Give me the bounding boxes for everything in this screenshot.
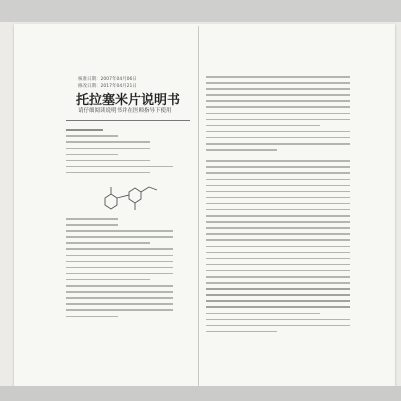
approval-date: 核准日期：2007年04月06日	[78, 77, 137, 82]
document-title: 托拉塞米片说明书	[76, 93, 181, 108]
left-column-body	[66, 218, 190, 322]
table-shadow	[0, 0, 401, 22]
chemical-structure	[95, 178, 167, 218]
paper-fold-line	[198, 26, 199, 386]
right-column-text	[206, 76, 374, 337]
table-surface	[0, 386, 401, 401]
left-column-text	[66, 129, 190, 178]
title-rule	[66, 120, 190, 121]
document-subtitle: 请仔细阅读说明书并在医师指导下使用	[78, 108, 172, 114]
approval-dates	[78, 76, 137, 90]
revision-date: 修改日期：2017年04月21日	[78, 84, 137, 89]
